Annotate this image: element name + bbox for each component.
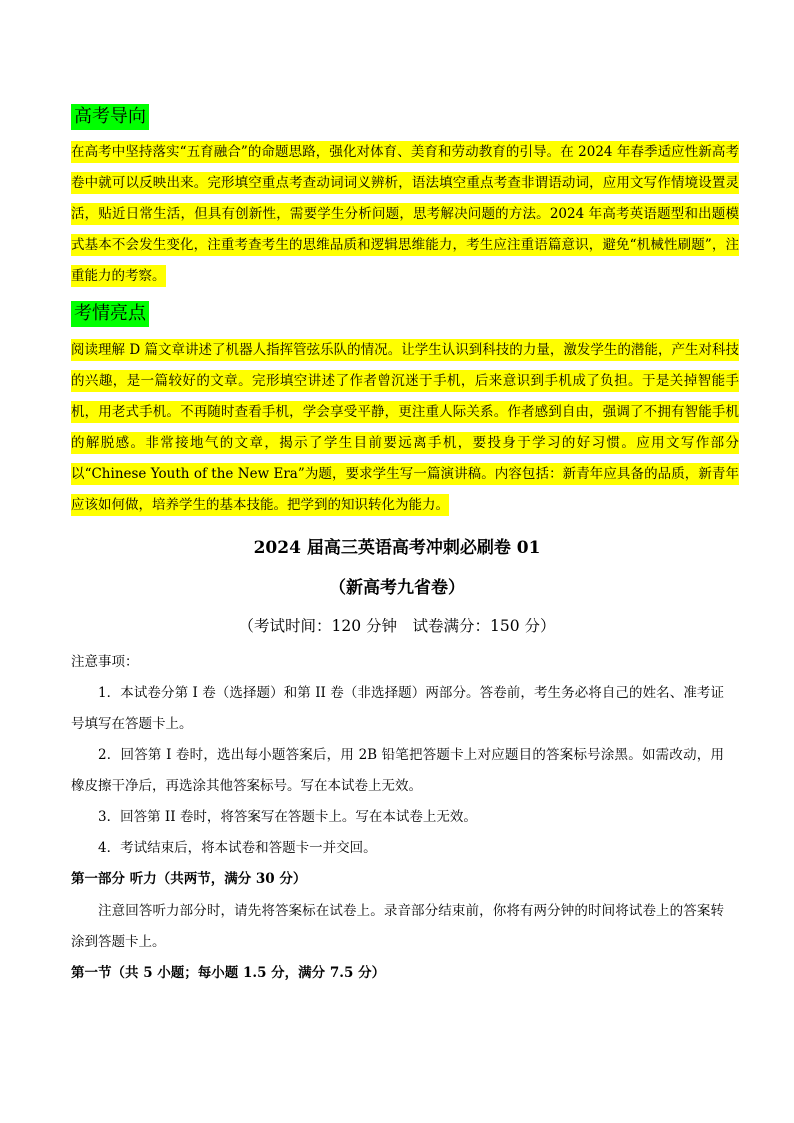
exam-subtitle: （新高考九省卷） bbox=[329, 578, 465, 598]
section-heading-highlights: 考情亮点 bbox=[71, 301, 149, 327]
part1-section1-heading: 第一节（共 5 小题；每小题 1.5 分，满分 7.5 分） bbox=[71, 965, 386, 981]
gaokao-direction-text: 在高考中坚持落实“五育融合”的命题思路，强化对体育、美育和劳动教育的引导。在 2024 年春季适应性新高考卷中就可以反映出来。完形填空重点考查动词词义辨析，语法填空重点考查非谓语动词，应用文写作情境设置灵活，贴近日常生活，但具有创新性，需要学生分析问题，思考解决问题的方法。2024 年高考英语题型和出题模式基本不会发生变化，注重考查考生的思维品质和逻辑思维能力，考生应注重语篇意识，避免“机械性刷题”，注重能力的考察。 bbox=[71, 141, 739, 287]
part1-instruction: 注意回答听力部分时，请先将答案标在试卷上。录音部分结束前，你将有两分钟的时间将试卷上的答案转涂到答题卡上。 bbox=[71, 903, 724, 950]
note-item-4: 4．考试结束后，将本试卷和答题卡一并交回。 bbox=[98, 840, 377, 856]
notes-heading: 注意事项： bbox=[71, 654, 139, 670]
exam-time-info: （考试时间：120 分钟 试卷满分：150 分） bbox=[238, 617, 556, 635]
note-item-2: 2．回答第 I 卷时，选出每小题答案后，用 2B 铅笔把答题卡上对应题目的答案标号涂黑。如需改动，用橡皮擦干净后，再选涂其他答案标号。写在本试卷上无效。 bbox=[71, 747, 724, 794]
highlights-paragraph bbox=[71, 335, 739, 521]
note-item-3: 3．回答第 II 卷时，将答案写在答题卡上。写在本试卷上无效。 bbox=[98, 809, 477, 825]
exam-title: 2024 届高三英语高考冲刺必刷卷 01 bbox=[253, 538, 541, 558]
section-heading-gaokao-direction: 高考导向 bbox=[71, 104, 149, 130]
note-item-1: 1．本试卷分第 I 卷（选择题）和第 II 卷（非选择题）两部分。答卷前，考生务必将自己的姓名、准考证号填写在答题卡上。 bbox=[71, 685, 724, 732]
highlights-text: 阅读理解 D 篇文章讲述了机器人指挥管弦乐队的情况。让学生认识到科技的力量，激发学生的潜能，产生对科技的兴趣，是一篇较好的文章。完形填空讲述了作者曾沉迷于手机，后来意识到手机成了负担。于是关掉智能手机，用老式手机。不再随时查看手机，学会享受平静，更注重人际关系。作者感到自由，强调了不拥有智能手机的解脱感。非常接地气的文章，揭示了学生目前要远离手机，要投身于学习的好习惯。应用文写作部分以“Chinese Youth of the New Era”为题，要求学生写一篇演讲稿。内容包括：新青年应具备的品质，新青年应该如何做，培养学生的基本技能。把学到的知识转化为能力。 bbox=[71, 339, 739, 516]
gaokao-direction-paragraph bbox=[71, 137, 739, 292]
part1-heading: 第一部分 听力（共两节，满分 30 分） bbox=[71, 871, 307, 887]
